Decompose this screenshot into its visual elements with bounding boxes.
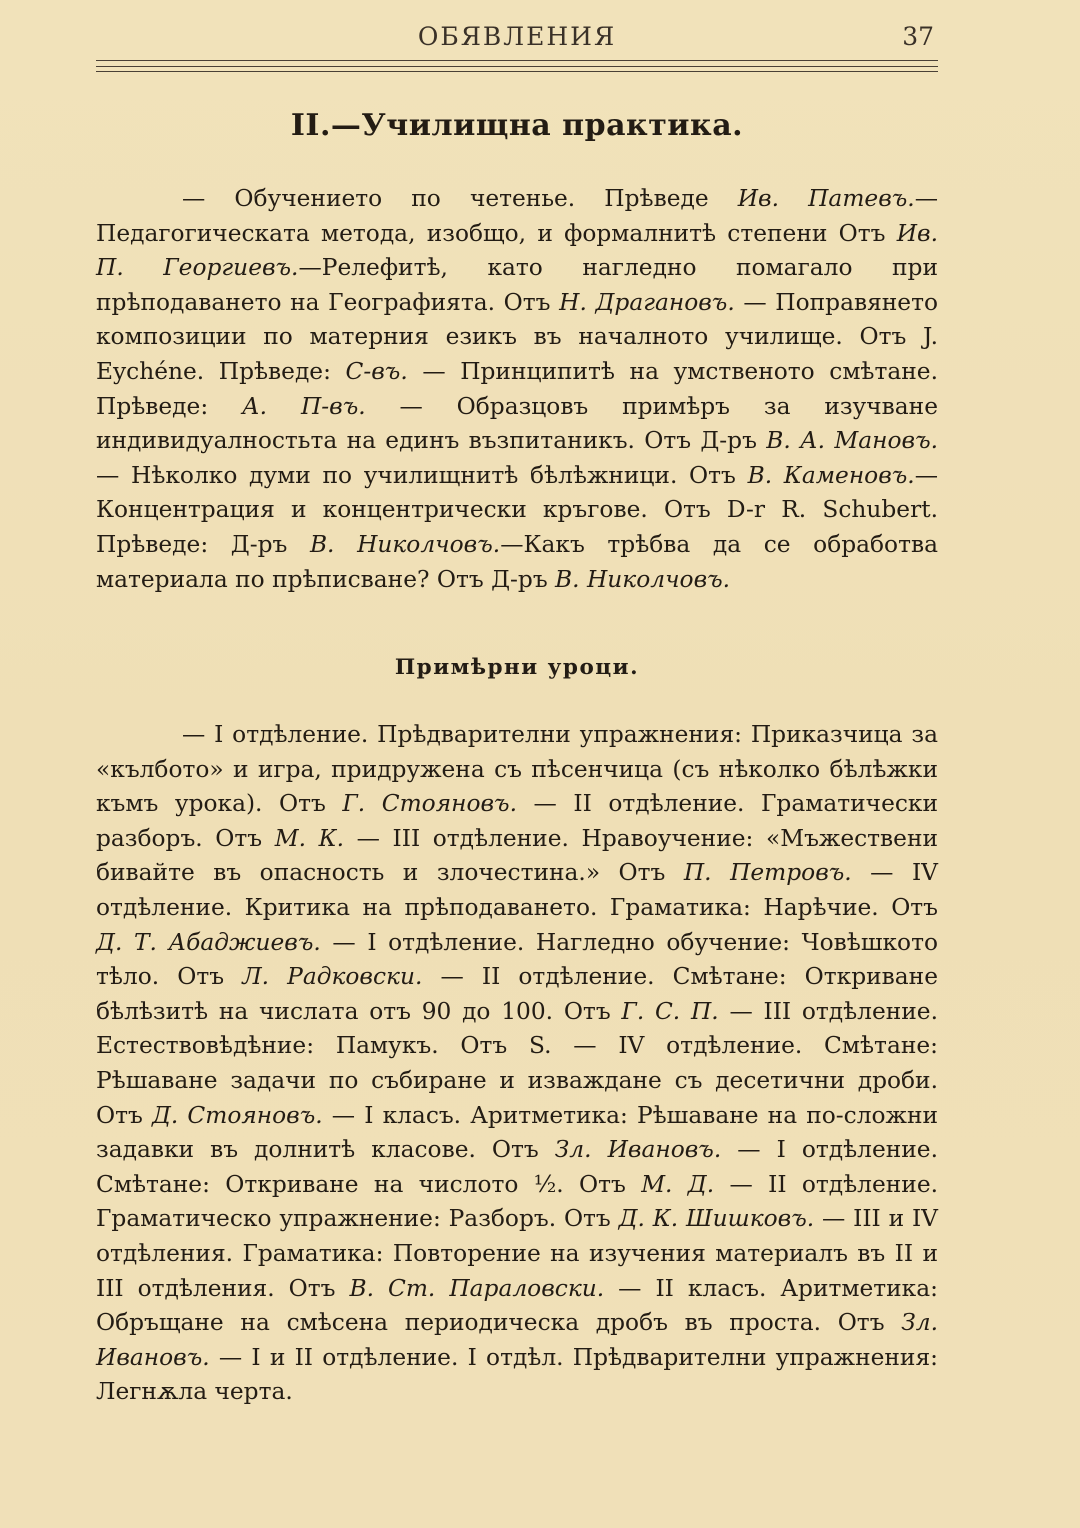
text-run: — III отдѣление. Естествовѣдѣние: Памукъ. Отъ S. — IV отдѣление. Смѣтане: Рѣшаване задачи по събиране и изваждане съ десетични дроби. Отъ <box>96 997 938 1129</box>
author-name: М. Д. <box>641 1170 715 1198</box>
author-name: М. К. <box>274 824 345 852</box>
author-name: А. П-въ. <box>242 392 366 420</box>
author-name: В. Николчовъ. <box>309 530 501 558</box>
text-run: —Педагогическата метода, изобщо, и формалнитѣ степени Отъ <box>96 185 938 247</box>
text-run: — I класъ. Аритметика: Рѣшаване на по-сложни задавки въ долнитѣ класове. Отъ <box>96 1101 939 1164</box>
author-name: В. Николчовъ. <box>555 565 731 593</box>
text-run: — Нѣколко думи по училищнитѣ бѣлѣжници. Отъ <box>96 461 748 489</box>
text-run: — Поправянето композиции по матерния езикъ въ началното училище. Отъ J. Eychéne. Прѣведе: <box>96 288 939 385</box>
text-run: —Релефитѣ, като нагледно помагало при прѣподаването на Географията. Отъ <box>96 254 938 316</box>
text-run: — I и II отдѣление. I отдѣл. Прѣдварителни упражнения: Легнѫла черта. <box>96 1343 938 1406</box>
text-run: —Концентрация и концентрически кръгове. Отъ D-r R. Schubert. Прѣведе: Д-ръ <box>96 461 938 558</box>
text-run: — II отдѣление. Граматически разборъ. Отъ <box>96 790 938 852</box>
header-rule <box>96 66 938 67</box>
text-run: — Принципитѣ на умственото смѣтане. Прѣведе: <box>96 357 938 420</box>
author-name: Зл. Ивановъ. <box>96 1309 938 1371</box>
text-run: — IV отдѣление. Критика на прѣподаването. Граматика: Нарѣчие. Отъ <box>96 859 938 921</box>
section-title: II.—Училищна практика. <box>290 108 744 143</box>
author-name: В. Ст. Параловски. <box>349 1274 605 1302</box>
author-name: В. А. Мановъ. <box>766 427 938 455</box>
paragraph-school-practice <box>96 182 938 597</box>
text-run: — II отдѣление. Смѣтане: Откриване бѣлѣзитѣ на числата отъ 90 до 100. Отъ <box>96 963 938 1025</box>
running-header <box>96 20 938 60</box>
text-run: — I отдѣление. Прѣдварителни упражнения: Приказчица за «кълбото» и игра, придружена съ пѣсенчица (съ нѣколко бѣлѣжки къмъ урока). Отъ <box>96 721 938 818</box>
header-rule <box>96 71 938 72</box>
text-run: — II отдѣление. Граматическо упражнение: Разборъ. Отъ <box>96 1170 939 1233</box>
subheading-sample-lessons: Примѣрни уроци. <box>394 655 640 680</box>
text-run: — I отдѣление. Смѣтане: Откриване на числото ½. Отъ <box>96 1136 939 1198</box>
author-name: П. Петровъ. <box>683 859 852 887</box>
header-rule <box>96 60 938 61</box>
page-number: 37 <box>902 22 934 51</box>
author-name: Г. С. П. <box>621 997 719 1025</box>
text-run: — II класъ. Аритметика: Обръщане на смѣсена периодическа дробъ въ проста. Отъ <box>96 1274 938 1337</box>
paragraph-sample-lessons <box>96 718 938 1410</box>
text-run: — III и IV отдѣления. Граматика: Повторение на изучения материалъ въ II и III отдѣления. Отъ <box>96 1205 938 1302</box>
author-name: Л. Радковски. <box>242 963 423 991</box>
text-run: — Образцовъ примѣръ за изучване индивидуалностьта на единъ възпитаникъ. Отъ Д-ръ <box>96 392 938 455</box>
text-run: — Обучението по четенье. Прѣведе <box>182 185 738 212</box>
author-name: Зл. Ивановъ. <box>554 1136 722 1164</box>
text-run: — I отдѣление. Нагледно обучение: Човѣшкото тѣло. Отъ <box>96 928 938 991</box>
text-run: — III отдѣление. Нравоучение: «Мъжествени бивайте въ опасность и злочестина.» Отъ <box>96 824 939 887</box>
author-name: Ив. Патевъ. <box>737 185 915 212</box>
author-name: Н. Драгановъ. <box>559 288 735 316</box>
text-run: —Какъ трѣбва да се обработва материала по прѣписване? Отъ Д-ръ <box>96 530 938 593</box>
author-name: С-въ. <box>345 357 408 385</box>
author-name: В. Каменовъ. <box>747 461 915 489</box>
author-name: Д. Стояновъ. <box>151 1101 323 1129</box>
author-name: Ив. П. Георгиевъ. <box>96 219 938 282</box>
author-name: Д. Т. Абаджиевъ. <box>96 928 321 956</box>
author-name: Д. К. Шишковъ. <box>618 1205 815 1233</box>
running-header-title: ОБЯВЛЕНИЯ <box>417 22 617 51</box>
author-name: Г. Стояновъ. <box>342 790 517 818</box>
